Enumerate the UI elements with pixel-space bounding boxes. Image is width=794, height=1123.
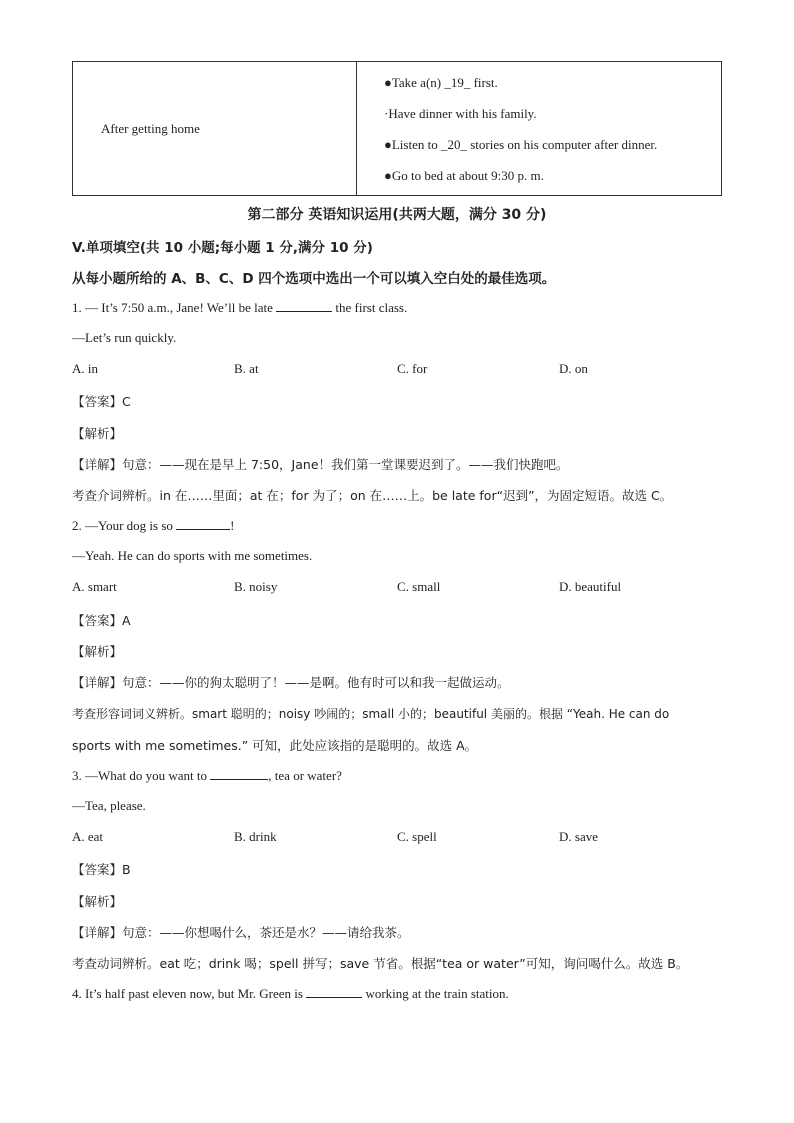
detail-text: 【详解】句意：——你想喝什么，茶还是水？——请给我茶。 xyxy=(72,925,410,940)
option-d: D. beautiful xyxy=(559,579,622,594)
analysis-label: 【解析】 xyxy=(72,644,123,659)
instruction: 从每小题所给的 A、B、C、D 四个选项中选出一个可以填入空白处的最佳选项。 xyxy=(72,271,556,287)
schedule-items xyxy=(357,62,722,196)
question-1-stem: 1. — It’s 7:50 a.m., Jane! We’ll be late the first class. xyxy=(72,300,408,315)
option-b: B. noisy xyxy=(234,579,278,594)
schedule-item: ●Listen to _20_ stories on his computer after dinner. xyxy=(384,136,658,152)
answer-blank xyxy=(176,517,230,530)
schedule-item: ●Go to bed at about 9:30 p. m. xyxy=(384,167,544,183)
question-3-reply: —Tea, please. xyxy=(72,798,146,813)
analysis-label: 【解析】 xyxy=(72,894,123,909)
option-d: D. save xyxy=(559,829,598,844)
section-title: 第二部分 英语知识运用(共两大题，满分 30 分) xyxy=(247,207,547,223)
option-a: A. smart xyxy=(72,579,117,594)
explanation-text: sports with me sometimes.” 可知，此处应该指的是聪明的。故选 A。 xyxy=(72,738,478,753)
detail-text: 【详解】句意：——你的狗太聪明了！——是啊。他有时可以和我一起做运动。 xyxy=(72,675,510,690)
question-1-reply: —Let’s run quickly. xyxy=(72,330,177,345)
schedule-table xyxy=(72,61,722,196)
option-c: C. for xyxy=(397,361,428,376)
explanation-text: 考查形容词词义辨析。smart 聪明的；noisy 吵闹的；small 小的；beautiful 美丽的。根据 “Yeah. He can do xyxy=(72,707,670,721)
analysis-label: 【解析】 xyxy=(72,426,123,441)
schedule-item: ●Take a(n) _19_ first. xyxy=(384,74,498,90)
answer-blank xyxy=(276,299,332,312)
schedule-item: ·Have dinner with his family. xyxy=(384,105,537,121)
answer-label: 【答案】B xyxy=(72,862,131,877)
answer-label: 【答案】C xyxy=(72,394,131,409)
question-2-reply: —Yeah. He can do sports with me sometimes. xyxy=(72,548,313,563)
option-a: A. eat xyxy=(72,829,104,844)
option-b: B. drink xyxy=(234,829,277,844)
explanation-text: 考查介词辨析。in 在……里面；at 在；for 为了；on 在……上。be late for“迟到”，为固定短语。故选 C。 xyxy=(72,488,673,503)
detail-text: 【详解】句意：——现在是早上 7:50，Jane！我们第一堂课要迟到了。——我们快跑吧。 xyxy=(72,457,569,472)
answer-label: 【答案】A xyxy=(72,613,131,628)
question-2-stem: 2. —Your dog is so ! xyxy=(72,518,235,533)
answer-blank xyxy=(210,767,268,780)
question-3-stem: 3. —What do you want to , tea or water? xyxy=(72,768,342,783)
explanation-text: 考查动词辨析。eat 吃；drink 喝；spell 拼写；save 节省。根据“tea or water”可知，询问喝什么。故选 B。 xyxy=(72,956,689,971)
answer-blank xyxy=(306,985,362,998)
option-b: B. at xyxy=(234,361,259,376)
schedule-label: After getting home xyxy=(73,62,357,196)
part-v-title: V.单项填空(共 10 小题;每小题 1 分,满分 10 分) xyxy=(72,240,373,256)
option-d: D. on xyxy=(559,361,588,376)
option-a: A. in xyxy=(72,361,98,376)
option-c: C. spell xyxy=(397,829,437,844)
option-c: C. small xyxy=(397,579,441,594)
question-4-stem: 4. It’s half past eleven now, but Mr. Green is working at the train station. xyxy=(72,986,509,1001)
